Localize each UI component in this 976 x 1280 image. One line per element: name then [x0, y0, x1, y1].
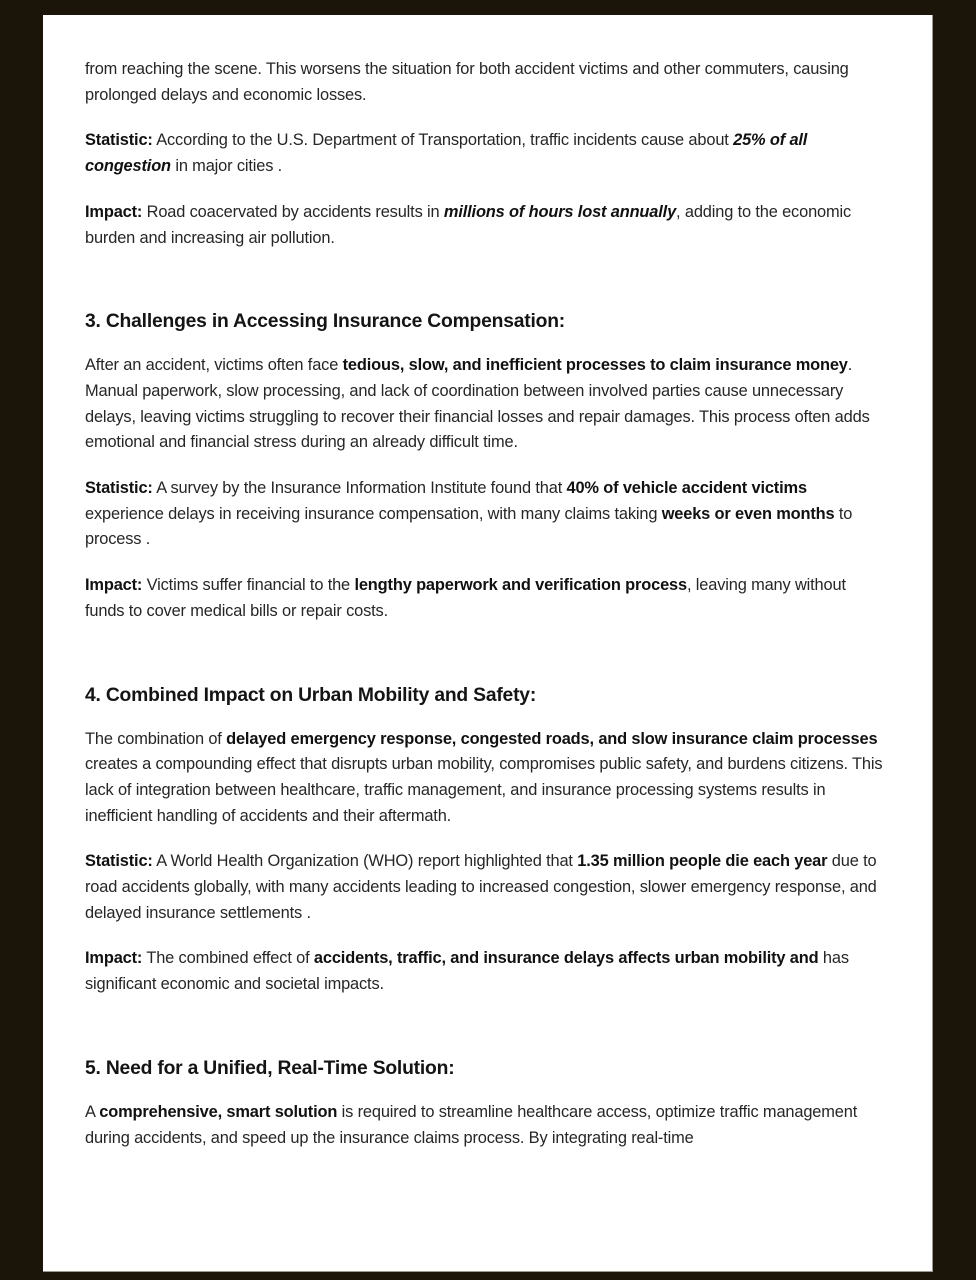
statistic-text: A survey by the Insurance Information Institute found that — [152, 479, 567, 498]
body-text: The combination of — [85, 729, 227, 748]
section2-impact — [85, 200, 885, 251]
body-text: After an accident, victims often face — [85, 356, 343, 375]
section2-statistic — [85, 128, 885, 179]
statistic-text-end: in major cities . — [170, 157, 283, 176]
section4-body — [85, 727, 885, 830]
document-page — [43, 15, 933, 1272]
impact-highlight: millions of hours lost annually — [443, 202, 677, 221]
document-content — [85, 57, 885, 1151]
section3-statistic — [85, 476, 885, 553]
section5-heading: 5. Need for a Unified, Real-Time Solution: — [85, 1057, 455, 1079]
impact-text: The combined effect of — [142, 949, 314, 968]
statistic-text: A World Health Organization (WHO) report highlighted that — [152, 852, 578, 871]
section5-body — [85, 1100, 885, 1151]
section4-impact — [85, 946, 885, 997]
body-text: A — [85, 1102, 100, 1121]
section3-body — [85, 353, 885, 456]
statistic-highlight: 1.35 million people die each year — [577, 852, 828, 871]
impact-text-end: has significant economic and societal impacts. — [85, 949, 849, 994]
body-highlight: delayed emergency response, congested roads, and slow insurance claim processes — [226, 729, 878, 748]
statistic-label: Statistic: — [85, 479, 153, 498]
body-text-end: creates a compounding effect that disrupts urban mobility, compromises public safety, and burdens citizens. This lack of integration between healthcare, traffic management, and insurance processing systems results in inefficient handling of accidents and their aftermath. — [85, 755, 883, 825]
impact-label: Impact: — [85, 202, 143, 221]
body-text-end: is required to streamline healthcare access, optimize traffic management during accidents, and speed up the insurance claims process. By integrating real-time — [85, 1102, 858, 1147]
intro-paragraph — [85, 57, 885, 108]
impact-label: Impact: — [85, 576, 143, 595]
intro-text: from reaching the scene. This worsens the situation for both accident victims and other commuters, causing prolonged delays and economic losses. — [85, 60, 849, 104]
impact-text-end: , adding to the economic burden and increasing air pollution. — [85, 202, 852, 247]
impact-highlight: lengthy paperwork and verification process — [354, 576, 687, 595]
statistic-highlight: 25% of all congestion — [85, 131, 808, 176]
statistic-text-end: due to road accidents globally, with many accidents leading to increased congestion, slower emergency response, and delayed insurance settlements . — [85, 852, 877, 922]
impact-text: Road coacervated by accidents results in — [142, 202, 444, 221]
body-highlight: tedious, slow, and inefficient processes to claim insurance money — [342, 356, 848, 375]
impact-text-end: , leaving many without funds to cover medical bills or repair costs. — [85, 576, 846, 620]
statistic-text-end: to process . — [85, 504, 853, 549]
impact-label: Impact: — [85, 949, 143, 968]
impact-highlight: accidents, traffic, and insurance delays affects urban mobility and — [313, 949, 819, 968]
body-highlight: comprehensive, smart solution — [99, 1102, 338, 1121]
statistic-text-mid: experience delays in receiving insurance compensation, with many claims taking — [85, 504, 662, 523]
statistic-highlight-2: weeks or even months — [661, 504, 835, 523]
section4-heading: 4. Combined Impact on Urban Mobility and Safety: — [85, 684, 537, 706]
body-text-end: . Manual paperwork, slow processing, and lack of coordination between involved parties cause unnecessary delays, leaving victims struggling to recover their financial losses and repair damages. This process often adds emotional and financial stress during an already difficult time. — [85, 356, 870, 452]
section3-heading: 3. Challenges in Accessing Insurance Compensation: — [85, 311, 566, 333]
section4-statistic — [85, 849, 885, 926]
impact-text: Victims suffer financial to the — [142, 576, 355, 595]
statistic-label: Statistic: — [85, 131, 153, 150]
statistic-text: According to the U.S. Department of Transportation, traffic incidents cause about — [152, 131, 734, 150]
statistic-label: Statistic: — [85, 852, 153, 871]
statistic-highlight: 40% of vehicle accident victims — [566, 479, 807, 498]
section3-impact — [85, 573, 885, 624]
